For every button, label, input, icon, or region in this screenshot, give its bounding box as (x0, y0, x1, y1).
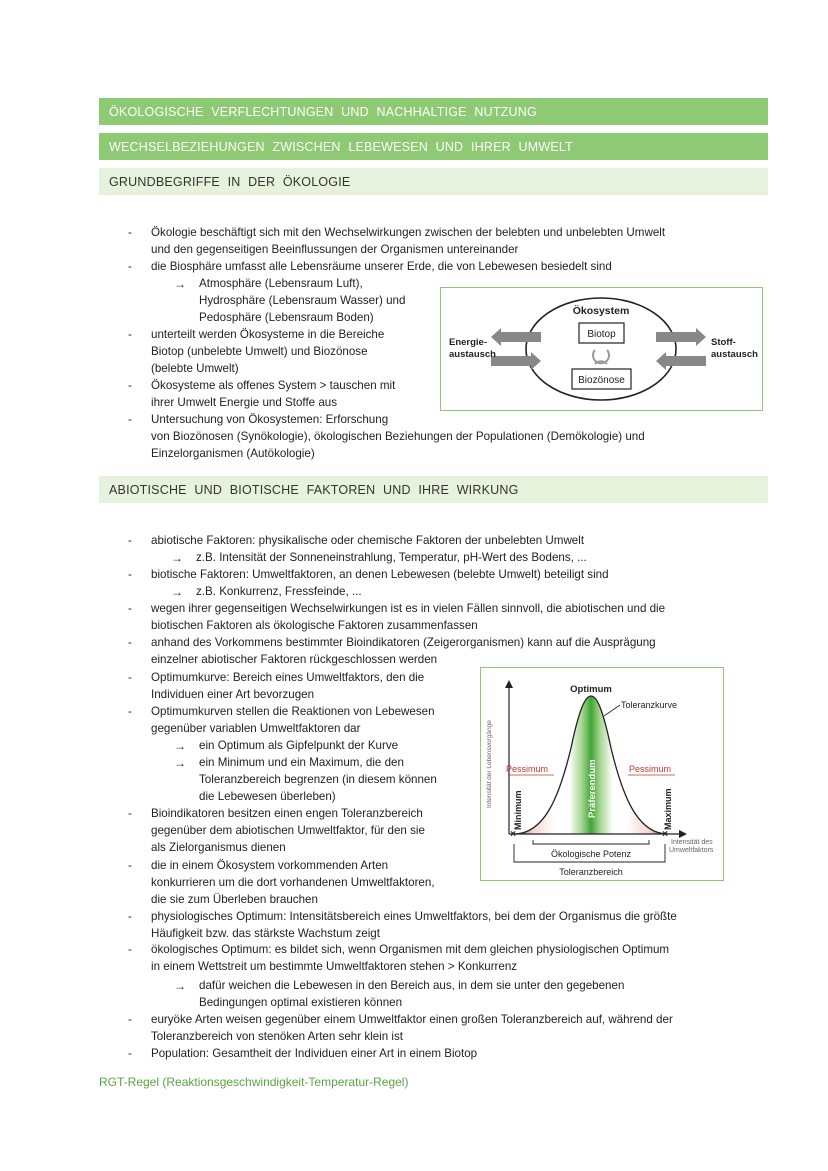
energy-label-1: Energie- (449, 337, 488, 348)
text-line: biotische Faktoren: Umweltfaktoren, an denen Lebewesen (belebte Umwelt) beteiligt sind (151, 568, 609, 581)
section-heading-faktoren: ABIOTISCHE UND BIOTISCHE FAKTOREN UND IHRE WIRKUNG (99, 476, 768, 503)
text-line: ökologisches Optimum: es bildet sich, wenn Organismen mit dem gleichen physiologischen Optimum (151, 943, 670, 956)
text-line: einzelner abiotischer Faktoren rückgeschlossen werden (151, 653, 438, 666)
text-line: gegenüber variablen Umweltfaktoren dar (151, 722, 361, 735)
arrow-icon: → (174, 277, 186, 291)
text-line: Individuen einer Art bevorzugen (151, 688, 315, 701)
potenz-bracket (533, 840, 649, 844)
text-line: Optimumkurven stellen die Reaktionen von Lebewesen (151, 705, 435, 718)
bullet-dash: - (128, 568, 132, 581)
minimum-label: Minimum (513, 790, 523, 830)
text-line: abiotische Faktoren: physikalische oder chemische Faktoren der unbelebten Umwelt (151, 534, 585, 547)
arrow-icon: → (171, 585, 183, 599)
text-line: von Biozönosen (Synökologie), ökologischen Beziehungen der Populationen (Demökologie) und (151, 430, 645, 443)
bullet-dash: - (128, 379, 132, 392)
x-axis-label-1: Intensität des (671, 839, 713, 846)
text-line: Toleranzbereich begrenzen (in diesem können (199, 773, 437, 786)
ecosystem-svg (441, 288, 761, 409)
biozoenose-label: Biozönose (578, 375, 625, 386)
text-line: als Zielorganismus dienen (151, 841, 286, 854)
text-line: Toleranzbereich von stenöken Arten sehr klein ist (151, 1030, 403, 1043)
x-axis-arrow (679, 830, 687, 838)
text-line: Population: Gesamtheit der Individuen einer Art in einem Biotop (151, 1047, 478, 1060)
text-line: Biotop (unbelebte Umwelt) und Biozönose (151, 345, 368, 358)
y-axis-label: Intensität der Lebensvorgänge (486, 720, 493, 808)
bullet-dash: - (128, 1013, 132, 1026)
text-line: und den gegenseitigen Beeinflussungen der Organismen untereinander (151, 243, 519, 256)
energy-arrow-in (491, 352, 541, 370)
text-line: Ökologie beschäftigt sich mit den Wechselwirkungen zwischen der belebten und unbelebten Umwelt (151, 226, 666, 239)
y-axis-arrow (505, 680, 513, 688)
arrow-icon: → (174, 739, 186, 753)
text-line: die in einem Ökosystem vorkommenden Arten (151, 859, 389, 872)
optimum-label: Optimum (570, 684, 612, 695)
matter-label-2: austausch (711, 349, 758, 360)
text-line: physiologisches Optimum: Intensitätsbereich eines Umweltfaktors, bei dem der Organismus die größte (151, 910, 677, 923)
bullet-dash: - (128, 636, 132, 649)
bullet-dash: - (128, 328, 132, 341)
pessimum-right-label: Pessimum (629, 764, 672, 774)
maximum-label: Maximum (663, 788, 673, 830)
biotop-label: Biotop (587, 329, 616, 340)
text-line: die sie zum Überleben brauchen (151, 893, 318, 906)
text-line: die Biosphäre umfasst alle Lebensräume unserer Erde, die von Lebewesen besiedelt sind (151, 260, 612, 273)
text-line: Bedingungen optimal existieren können (199, 996, 403, 1009)
toleranzkurve-pointer (604, 705, 620, 716)
text-line: die Lebewesen überleben) (199, 790, 336, 803)
optimum-curve-diagram (480, 667, 724, 881)
ecosystem-diagram (440, 287, 763, 411)
arrow-icon: → (174, 979, 186, 993)
text-line: (belebte Umwelt) (151, 362, 239, 375)
text-line: Einzelorganismen (Autökologie) (151, 447, 315, 460)
text-line: in einem Wettstreit um bestimmte Umweltfaktoren stehen > Konkurrenz (151, 960, 518, 973)
text-line: Pedosphäre (Lebensraum Boden) (199, 311, 374, 324)
arrow-icon: → (174, 756, 186, 770)
bullet-dash: - (128, 226, 132, 239)
bullet-dash: - (128, 807, 132, 820)
text-line: Atmosphäre (Lebensraum Luft), (199, 277, 363, 290)
text-line: wegen ihrer gegenseitigen Wechselwirkungen ist es in vielen Fällen sinnvoll, die abiotischen und die (151, 602, 666, 615)
bullet-dash: - (128, 413, 132, 426)
bullet-dash: - (128, 602, 132, 615)
x-axis-label-2: Umweltfaktors (669, 847, 714, 854)
text-line: anhand des Vorkommens bestimmter Bioindikatoren (Zeigerorganismen) kann auf die Ausprägung (151, 636, 656, 649)
bullet-dash: - (128, 910, 132, 923)
text-line: Ökosysteme als offenes System > tauschen mit (151, 379, 396, 392)
minimum-mark: × (510, 829, 516, 840)
text-line: konkurrieren um die dort vorhandenen Umweltfaktoren, (151, 876, 435, 889)
subtitle-bar: WECHSELBEZIEHUNGEN ZWISCHEN LEBEWESEN UND IHRER UMWELT (99, 133, 768, 160)
text-line: gegenüber dem abiotischen Umweltfaktor, für den sie (151, 824, 425, 837)
section-heading-grundbegriffe: GRUNDBEGRIFFE IN DER ÖKOLOGIE (99, 168, 768, 195)
text-line: Optimumkurve: Bereich eines Umweltfaktors, den die (151, 671, 425, 684)
bullet-dash: - (128, 534, 132, 547)
rgt-regel-heading: RGT-Regel (Reaktionsgeschwindigkeit-Temperatur-Regel) (99, 1075, 409, 1089)
text-line: ihrer Umwelt Energie und Stoffe aus (151, 396, 338, 409)
toleranzbereich-label: Toleranzbereich (559, 867, 623, 877)
text-line: Hydrosphäre (Lebensraum Wasser) und (199, 294, 406, 307)
text-line: unterteilt werden Ökosysteme in die Bereiche (151, 328, 385, 341)
bullet-dash: - (128, 1047, 132, 1060)
arrow-icon: → (171, 551, 183, 565)
bullet-dash: - (128, 671, 132, 684)
text-line: ein Optimum als Gipfelpunkt der Kurve (199, 739, 399, 752)
bullet-dash: - (128, 260, 132, 273)
matter-label-1: Stoff- (711, 337, 736, 348)
pessimum-left-label: Pessimum (506, 764, 549, 774)
bullet-dash: - (128, 859, 132, 872)
text-line: Untersuchung von Ökosystemen: Erforschung (151, 413, 389, 426)
text-line: biotischen Faktoren als ökologische Faktoren zusammenfassen (151, 619, 478, 632)
bullet-dash: - (128, 705, 132, 718)
matter-arrow-in (656, 352, 706, 370)
text-line: z.B. Konkurrenz, Fressfeinde, ... (196, 585, 362, 598)
text-line: dafür weichen die Lebewesen in den Bereich aus, in dem sie unter den gegebenen (199, 979, 625, 992)
optimum-curve-svg (481, 668, 722, 879)
praeferendum-label: Präferendum (587, 759, 598, 818)
ecosystem-title: Ökosystem (572, 305, 630, 317)
text-line: ein Minimum und ein Maximum, die den (199, 756, 404, 769)
text-line: Häufigkeit bzw. das stärkste Wachstum zeigt (151, 927, 380, 940)
energy-label-2: austausch (449, 349, 496, 360)
text-line: z.B. Intensität der Sonneneinstrahlung, Temperatur, pH-Wert des Bodens, ... (196, 551, 587, 564)
text-line: Bioindikatoren besitzen einen engen Toleranzbereich (151, 807, 423, 820)
toleranzkurve-label: Toleranzkurve (621, 700, 678, 710)
text-line: euryöke Arten weisen gegenüber einem Umweltfaktor einen großen Toleranzbereich auf, während der (151, 1013, 673, 1026)
bullet-dash: - (128, 943, 132, 956)
potenz-label: Ökologische Potenz (550, 849, 632, 859)
main-title-bar: ÖKOLOGISCHE VERFLECHTUNGEN UND NACHHALTIGE NUTZUNG (99, 98, 768, 125)
maximum-mark: × (662, 829, 668, 840)
